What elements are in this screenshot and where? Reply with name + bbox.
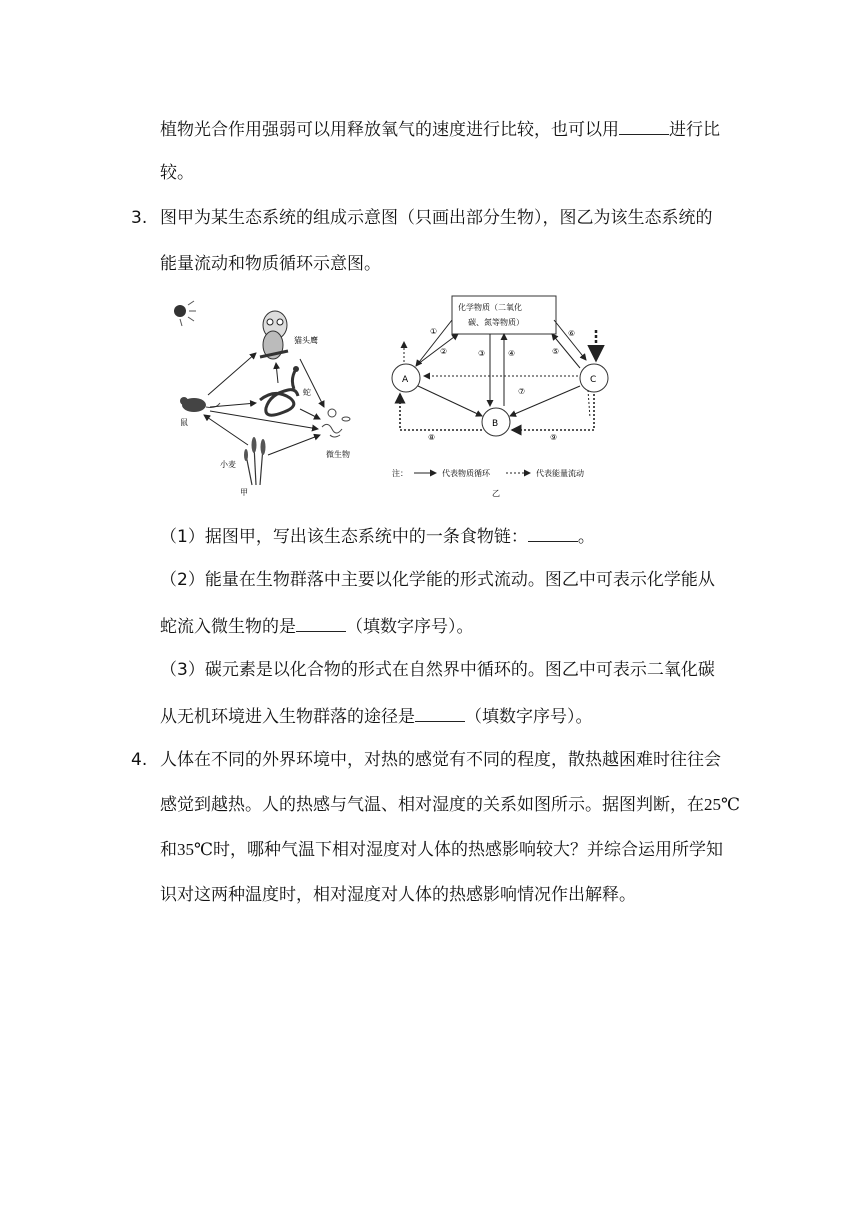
- q4-temp-25: 25℃: [704, 795, 741, 814]
- label-3: ③: [478, 349, 486, 358]
- box-line-1: 化学物质（二氧化: [458, 303, 522, 312]
- q3-sub2-blank[interactable]: [296, 613, 346, 632]
- q4-line-1: 人体在不同的外界环境中，对热的感觉有不同的程度，散热越困难时往往会: [160, 750, 721, 770]
- arrow-mouse-owl: [208, 353, 256, 395]
- label-6: ⑥: [568, 329, 576, 338]
- owl-icon: [260, 311, 288, 359]
- chemical-box: [452, 296, 556, 334]
- q4-line-2: [160, 793, 740, 817]
- legend-dashed-text: 代表能量流动: [536, 469, 584, 478]
- arrow-a-b: [418, 386, 482, 416]
- node-c-label: C: [590, 375, 597, 385]
- label-4: ④: [508, 349, 516, 358]
- box-line-2: 碳、氮等物质）: [468, 318, 524, 327]
- snake-label: 蛇: [303, 388, 311, 397]
- q4-temp-35: 35℃: [177, 840, 214, 859]
- q4-line-3: [160, 838, 723, 862]
- label-2: ②: [440, 347, 448, 356]
- q3-sub3-line-1: （3）碳元素是以化合物的形式在自然界中循环的。图乙中可表示二氧化碳: [160, 660, 715, 680]
- q3-sub1: [160, 523, 595, 549]
- q4-line-3-text-a: 和: [160, 840, 177, 860]
- microbe-label: 微生物: [326, 450, 350, 459]
- arrow-owl-microbe: [300, 359, 324, 407]
- q3-sub3-end: （填数字序号）。: [465, 707, 593, 727]
- legend-note: 注：: [392, 469, 408, 478]
- wheat-label: 小麦: [220, 460, 236, 469]
- node-b-label: B: [492, 419, 499, 429]
- q3-sub1-text: （1）据图甲，写出该生态系统中的一条食物链：: [160, 527, 528, 547]
- q3-sub3-text: 从无机环境进入生物群落的途径是: [160, 707, 415, 727]
- label-7: ⑦: [518, 387, 526, 396]
- label-9: ⑨: [550, 433, 558, 442]
- arrow-9: [512, 394, 594, 430]
- figure-yi: [384, 290, 624, 505]
- q4-line-3-text-b: 时，哪种气温下相对湿度对人体的热感影响较大？并综合运用所学知: [213, 840, 724, 860]
- legend-solid-text: 代表物质循环: [442, 469, 490, 478]
- label-5: ⑤: [552, 347, 560, 356]
- q3-sub1-blank[interactable]: [528, 523, 578, 542]
- figure-yi-caption: 乙: [492, 489, 500, 498]
- q3-sub3-line-2: [160, 703, 593, 729]
- q2-answer-blank[interactable]: [619, 116, 669, 135]
- q2-line-1: [160, 116, 720, 142]
- arrow-snake-owl: [276, 363, 278, 383]
- q2-line-2: 较。: [160, 163, 194, 183]
- snake-icon: [260, 366, 299, 415]
- owl-label: 猫头鹰: [294, 336, 318, 345]
- q2-text-b: 进行比: [669, 120, 720, 140]
- q2-text-a: 植物光合作用强弱可以用释放氧气的速度进行比较，也可以用: [160, 120, 619, 140]
- figure-jia-caption: 甲: [240, 488, 248, 497]
- node-a-label: A: [402, 375, 409, 385]
- arrow-wheat-mouse: [204, 415, 248, 445]
- q3-sub2-line-1: （2）能量在生物群落中主要以化学能的形式流动。图乙中可表示化学能从: [160, 570, 715, 590]
- label-8: ⑧: [428, 433, 436, 442]
- q3-sub2-text: 蛇流入微生物的是: [160, 617, 296, 637]
- q3-sub2-line-2: [160, 613, 474, 639]
- sun-icon: [174, 301, 196, 326]
- figure-jia: [160, 295, 370, 505]
- mouse-icon: [180, 397, 220, 412]
- q3-sub2-end: （填数字序号）。: [346, 617, 474, 637]
- arrow-8: [400, 394, 482, 430]
- q3-number: 3.: [131, 208, 148, 228]
- arrow-wheat-microbe: [268, 435, 320, 455]
- q4-number: 4.: [131, 750, 148, 770]
- arrow-c-down: [588, 390, 590, 418]
- q4-line-2-text: 感觉到越热。人的热感与气温、相对湿度的关系如图所示。据图判断，在: [160, 795, 704, 815]
- q3-line-1: 图甲为某生态系统的组成示意图（只画出部分生物），图乙为该生态系统的: [160, 208, 713, 228]
- arrow-mouse-snake: [210, 403, 256, 407]
- label-1: ①: [430, 327, 438, 336]
- q3-line-2: 能量流动和物质循环示意图。: [160, 254, 381, 274]
- arrow-snake-microbe: [300, 409, 320, 419]
- q4-line-4: 识对这两种温度时，相对湿度对人体的热感影响情况作出解释。: [160, 885, 636, 905]
- q3-sub3-blank[interactable]: [415, 703, 465, 722]
- mouse-label: 鼠: [180, 418, 188, 427]
- microbe-icon: [322, 409, 350, 437]
- arrow-mouse-microbe: [210, 411, 318, 429]
- q3-sub1-end: 。: [577, 527, 595, 547]
